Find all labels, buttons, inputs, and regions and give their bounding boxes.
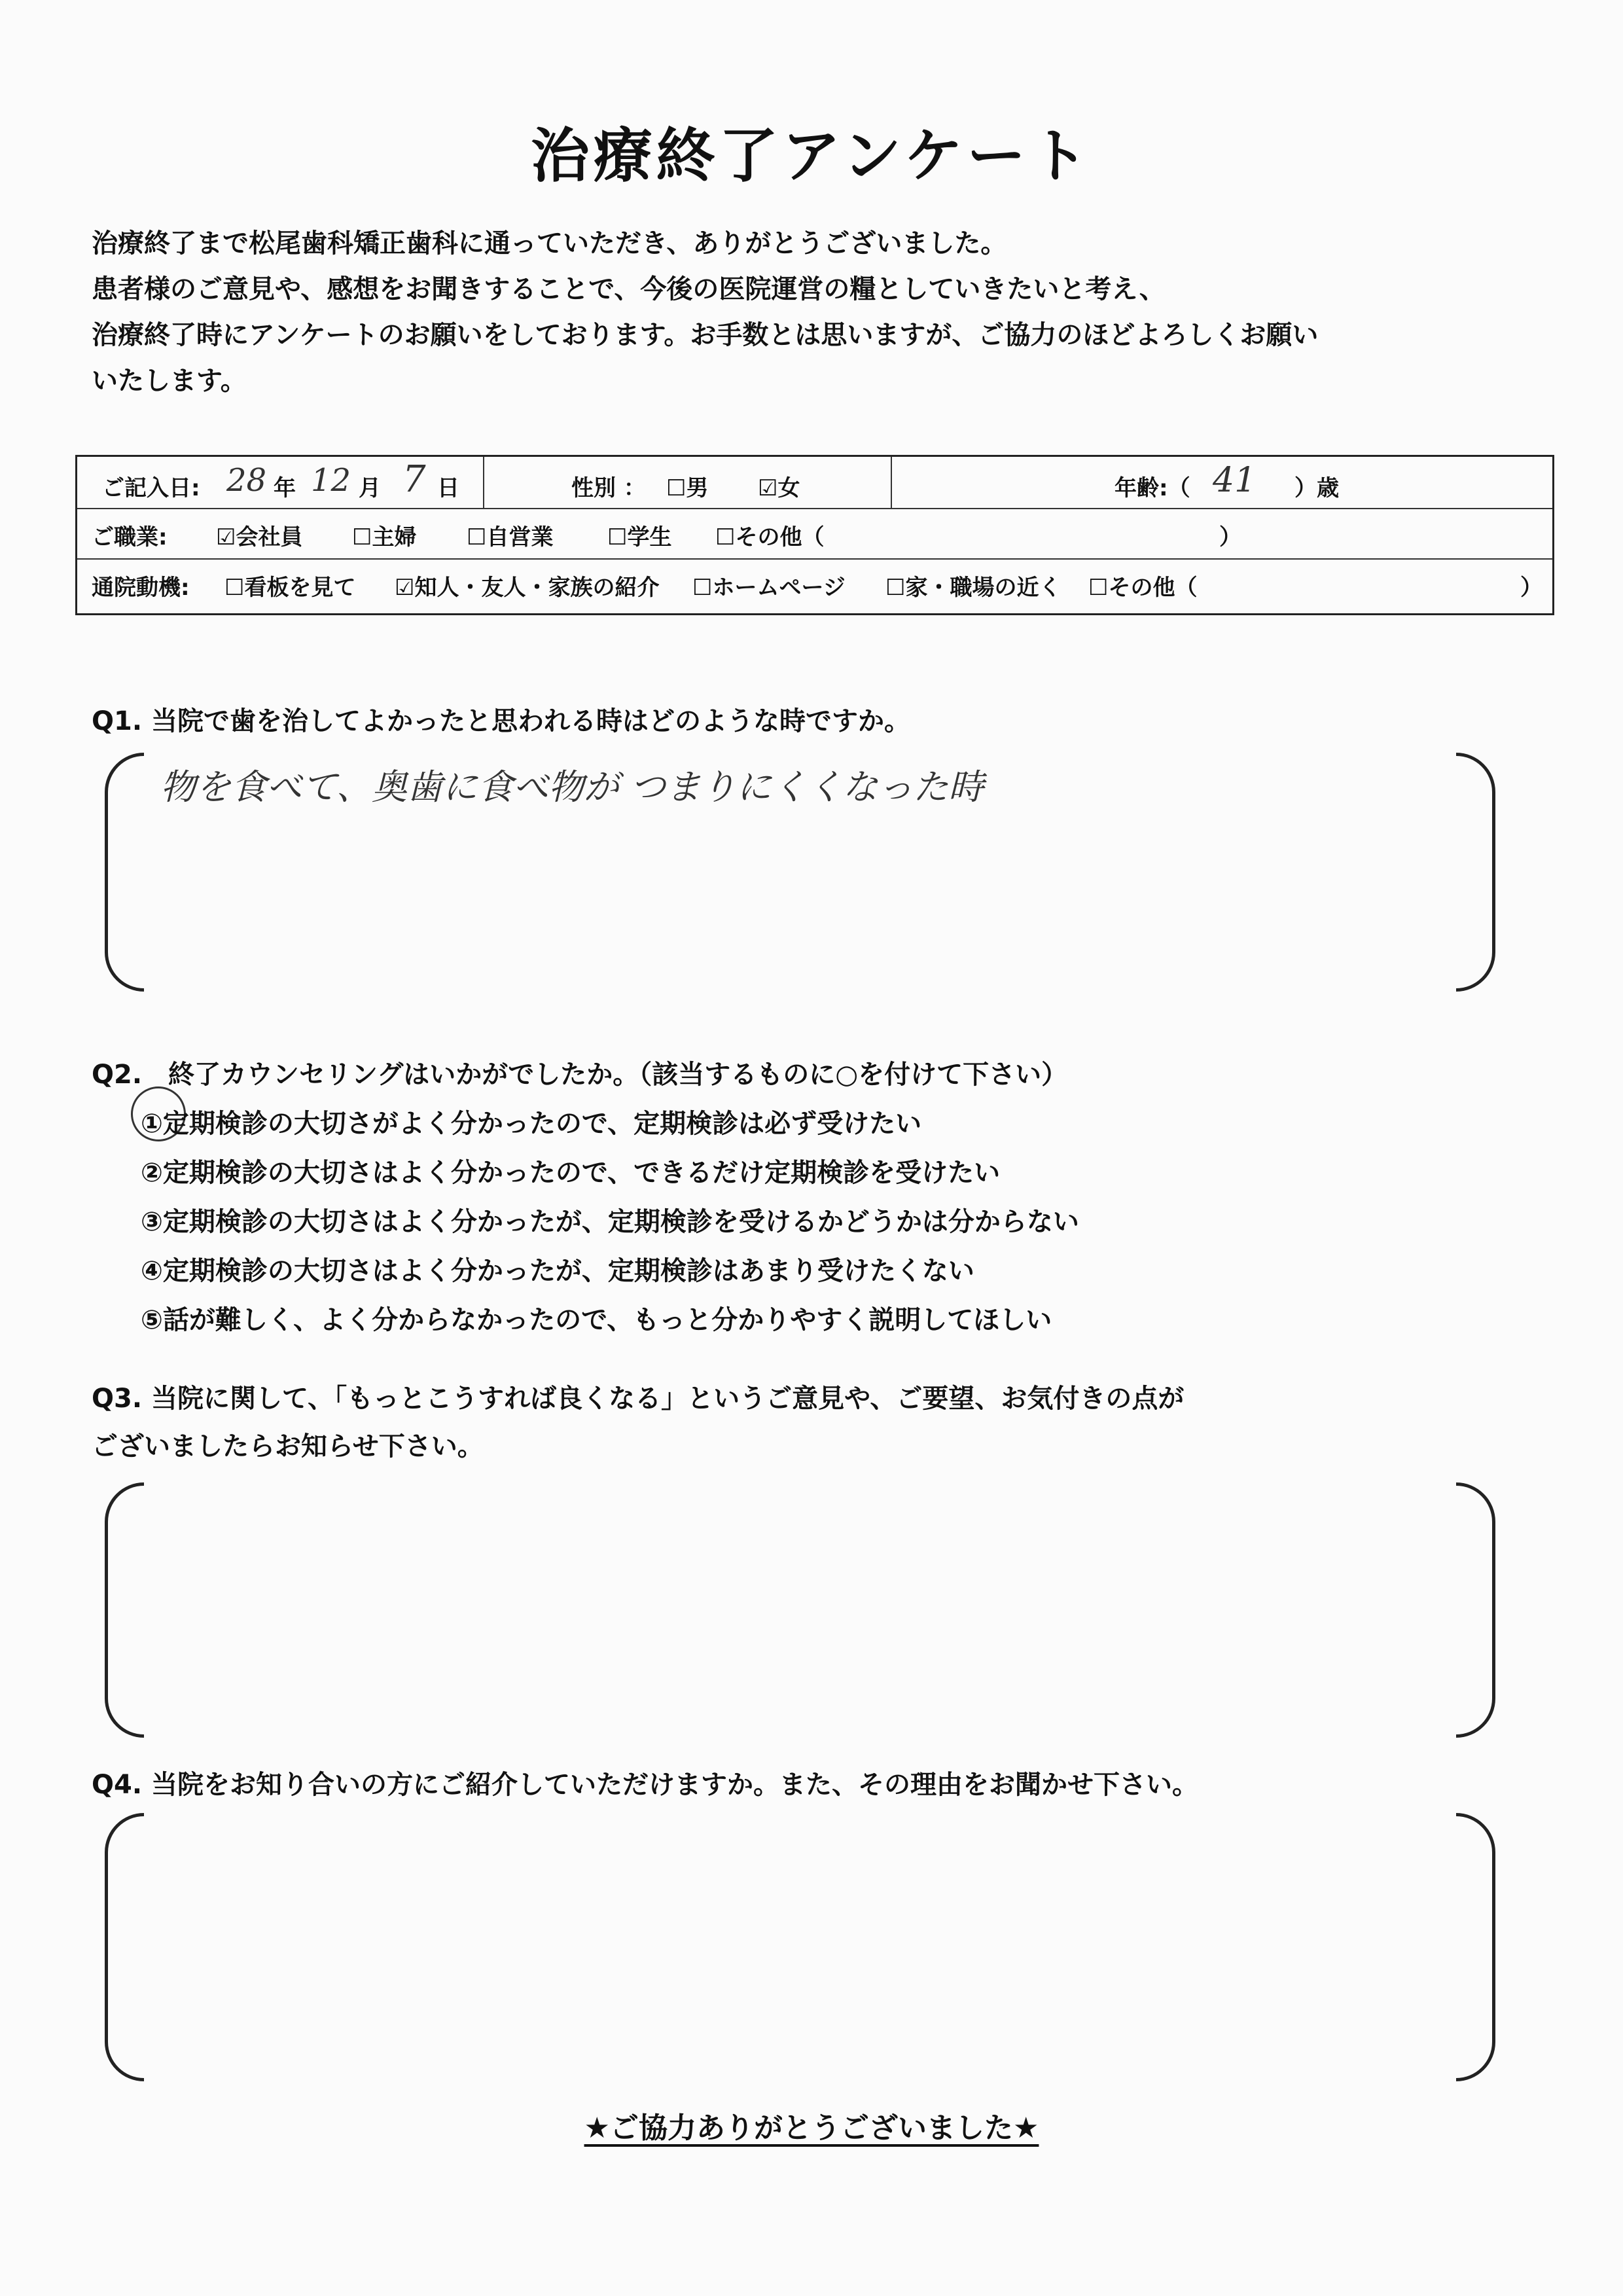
date-month-value: 12 [311, 462, 351, 499]
day-unit: 日 [437, 475, 459, 501]
date-year-value: 28 [226, 462, 267, 499]
page-title: 治療終了アンケート [530, 122, 1093, 190]
occupation-other-close: ） [1219, 524, 1241, 550]
gender-female-checkbox[interactable]: ☑女 [758, 475, 800, 501]
intro-line-1: 治療終了まで松尾歯科矯正歯科に通っていただき、ありがとうございました。 [92, 228, 1007, 259]
intro-line-4: いたします。 [92, 366, 247, 396]
reason-signboard[interactable]: ☐看板を見て [224, 575, 356, 601]
age-unit: ）歳 [1294, 475, 1339, 501]
q4-question: Q4. 当院をお知り合いの方にご紹介していただけますか。また、その理由をお聞かせ下さい。 [92, 1770, 1198, 1800]
q2-option-4[interactable]: ④定期検診の大切さはよく分かったが、定期検診はあまり受けたくない [141, 1256, 974, 1286]
q1-left-bracket [105, 753, 144, 992]
q2-question: Q2. 終了カウンセリングはいかがでしたか。（該当するものに○を付けて下さい） [92, 1060, 1068, 1090]
reason-other-close: ） [1520, 575, 1543, 601]
age-value: 41 [1213, 461, 1257, 500]
reason-near-home-work[interactable]: ☐家・職場の近く [885, 575, 1061, 601]
q3-left-bracket [105, 1482, 144, 1738]
month-unit: 月 [359, 475, 381, 501]
q3-question-line-2: ございましたらお知らせ下さい。 [92, 1431, 484, 1462]
q4-right-bracket [1456, 1813, 1495, 2081]
q2-option-5[interactable]: ⑤話が難しく、よく分からなかったので、もっと分かりやすく説明してほしい [141, 1305, 1052, 1335]
occupation-label: ご職業: [92, 524, 168, 550]
q1-question: Q1. 当院で歯を治してよかったと思われる時はどのような時ですか。 [92, 706, 910, 736]
occupation-other[interactable]: ☐その他（ [715, 524, 825, 550]
q3-question-line-1: Q3. 当院に関して、「もっとこうすれば良くなる」というご意見や、ご要望、お気付きの点が [92, 1384, 1185, 1414]
reason-label: 通院動機: [92, 575, 190, 601]
intro-line-2: 患者様のご意見や、感想をお聞きすることで、今後の医院運営の糧としていきたいと考え、 [92, 274, 1166, 304]
occupation-student[interactable]: ☐学生 [607, 524, 672, 550]
year-unit: 年 [274, 475, 296, 501]
age-label: 年齢:（ [1115, 475, 1190, 501]
date-day-value: 7 [402, 458, 426, 501]
gender-male-checkbox[interactable]: ☐男 [666, 475, 709, 501]
patient-info-form [75, 455, 1554, 615]
occupation-housewife[interactable]: ☐主婦 [352, 524, 417, 550]
occupation-company-employee[interactable]: ☑会社員 [216, 524, 303, 550]
form-row-divider [77, 558, 1552, 560]
form-row-divider [77, 508, 1552, 509]
reason-homepage[interactable]: ☐ホームページ [692, 575, 846, 601]
gender-label: 性別 ： [571, 475, 646, 501]
q3-right-bracket [1456, 1482, 1495, 1738]
closing-message: ★ご協力ありがとうございました★ [584, 2111, 1039, 2145]
occupation-self-employed[interactable]: ☐自営業 [467, 524, 554, 550]
form-col-divider [483, 457, 484, 508]
intro-line-3: 治療終了時にアンケートのお願いをしております。お手数とは思いますが、ご協力のほどよろしくお願い [92, 320, 1319, 350]
q2-option-3[interactable]: ③定期検診の大切さはよく分かったが、定期検診を受けるかどうかは分からない [141, 1207, 1079, 1237]
q1-right-bracket [1456, 753, 1495, 992]
q2-option-1[interactable]: ①定期検診の大切さがよく分かったので、定期検診は必ず受けたい [141, 1109, 922, 1139]
date-label: ご記入日: [102, 475, 200, 501]
reason-referral[interactable]: ☑知人・友人・家族の紹介 [395, 575, 660, 601]
reason-other[interactable]: ☐その他（ [1088, 575, 1198, 601]
q2-option-2[interactable]: ②定期検診の大切さはよく分かったので、できるだけ定期検診を受けたい [141, 1158, 1001, 1188]
q4-left-bracket [105, 1813, 144, 2081]
form-col-divider [891, 457, 892, 508]
q1-handwritten-answer: 物を食べて、奥歯に食べ物が つまりにくくなった時 [160, 766, 984, 808]
